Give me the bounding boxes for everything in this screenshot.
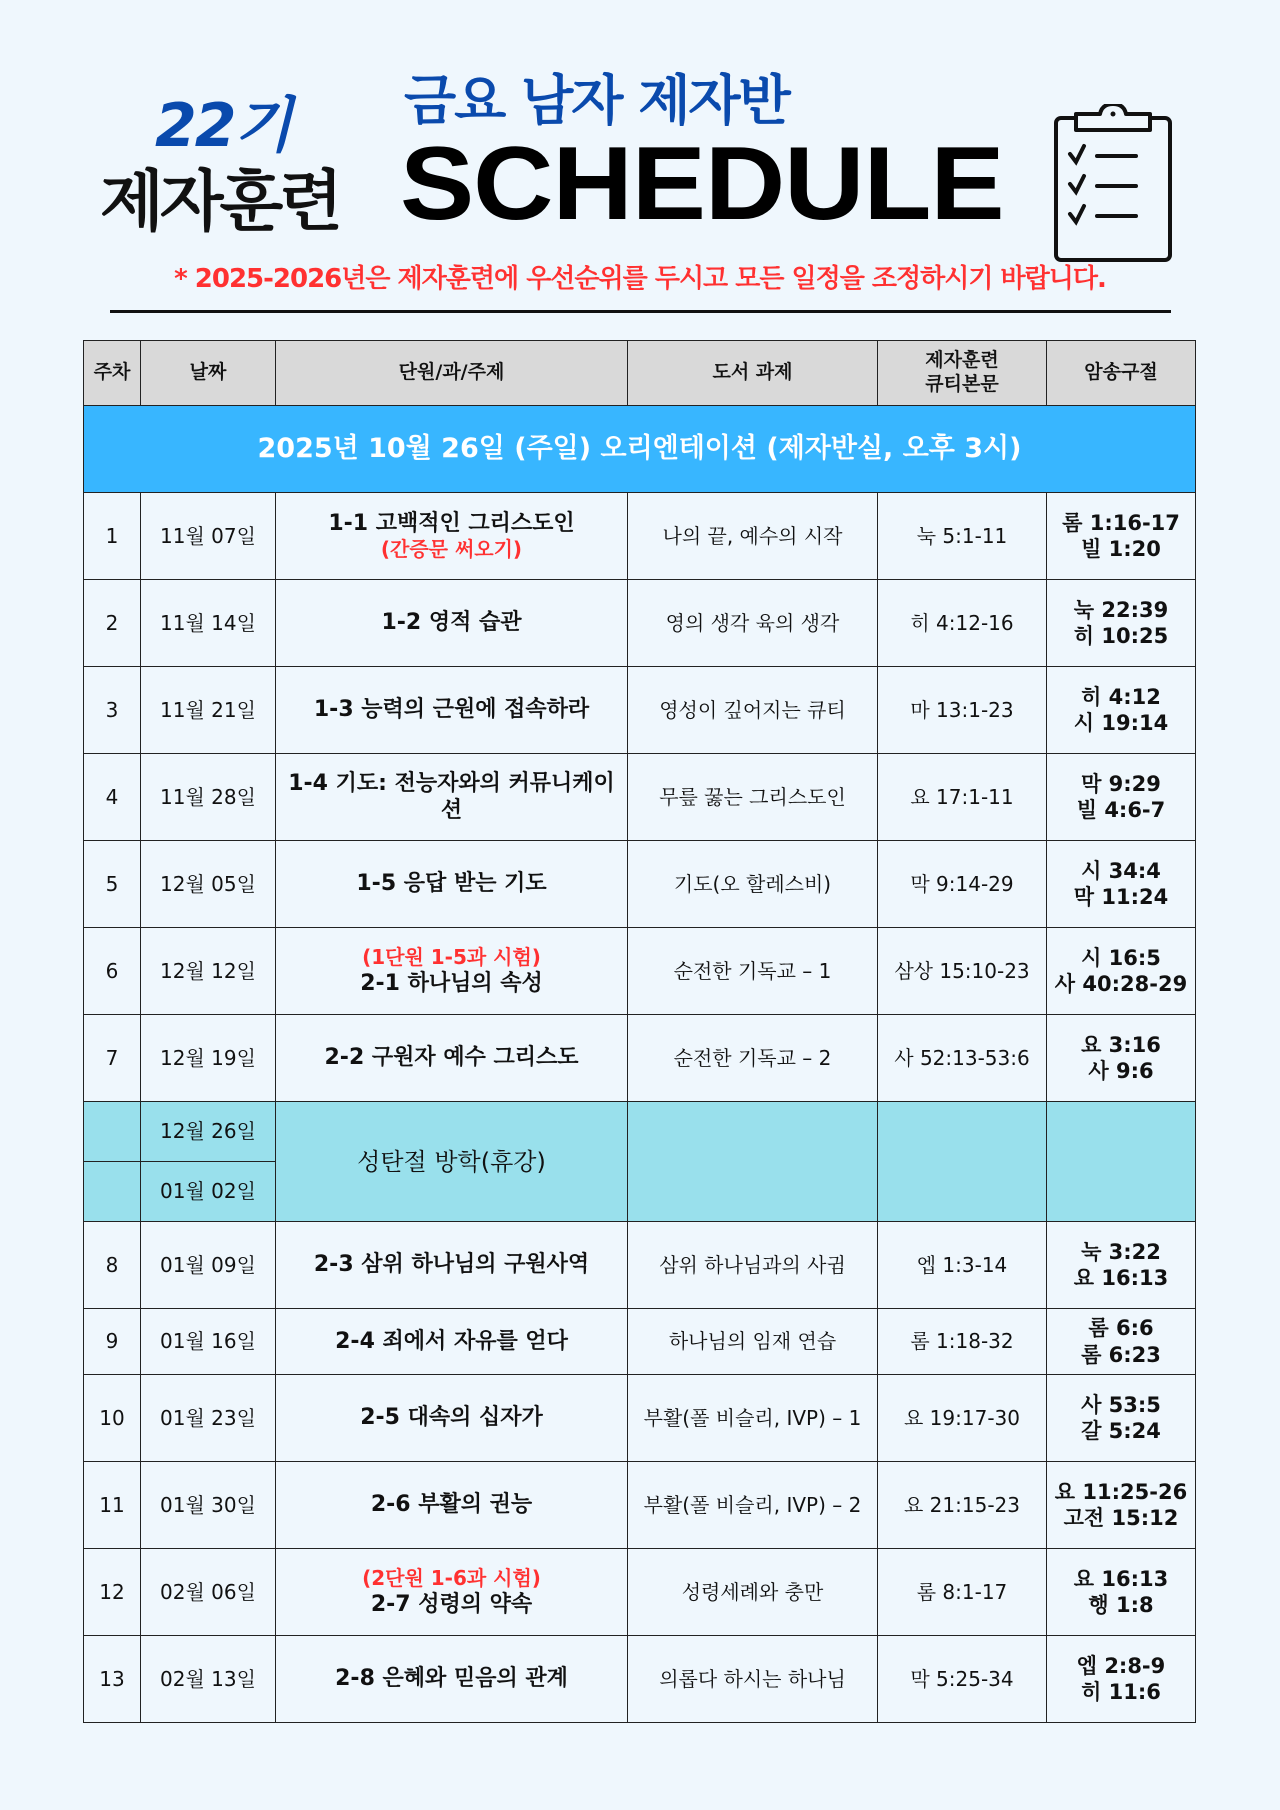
col-week: 주차 — [84, 341, 141, 406]
book-cell: 나의 끝, 예수의 시작 — [628, 493, 878, 580]
orientation-text: 2025년 10월 26일 (주일) 오리엔테이션 (제자반실, 오후 3시) — [84, 406, 1196, 493]
verse-2: 갈 5:24 — [1081, 1419, 1161, 1443]
table-header-row — [84, 341, 1196, 406]
holiday-week-cell — [84, 1102, 141, 1162]
book-cell: 무릎 꿇는 그리스도인 — [628, 754, 878, 841]
schedule-table — [83, 340, 1196, 1723]
verse-1: 눅 22:39 — [1073, 597, 1169, 622]
priority-notice: * 2025-2026년은 제자훈련에 우선순위를 두시고 모든 일정을 조정하시기 바랍니다. — [174, 264, 1106, 294]
verse-cell — [1047, 493, 1196, 580]
qt-cell: 막 9:14-29 — [878, 841, 1047, 928]
topic-cell — [276, 1375, 628, 1462]
week-cell: 7 — [84, 1015, 141, 1102]
verse-2: 사 9:6 — [1088, 1059, 1154, 1083]
week-cell: 4 — [84, 754, 141, 841]
verse-2: 요 16:13 — [1073, 1266, 1169, 1290]
table-row — [84, 1309, 1196, 1375]
topic-title: 2-5 대속의 십자가 — [360, 1405, 543, 1431]
topic-title: 2-6 부활의 권능 — [370, 1492, 533, 1518]
qt-cell: 히 4:12-16 — [878, 580, 1047, 667]
book-cell: 부활(폴 비슬리, IVP) – 1 — [628, 1375, 878, 1462]
verse-1: 엡 2:8-9 — [1076, 1653, 1166, 1678]
holiday-empty — [628, 1102, 878, 1222]
topic-cell — [276, 667, 628, 754]
table-row — [84, 667, 1196, 754]
verse-cell — [1047, 1375, 1196, 1462]
qt-cell: 마 13:1-23 — [878, 667, 1047, 754]
col-qt-line2: 큐티본문 — [925, 373, 999, 395]
divider — [110, 310, 1171, 313]
class-subtitle: 금요 남자 제자반 — [404, 69, 789, 132]
topic-cell — [276, 1636, 628, 1723]
topic-cell — [276, 580, 628, 667]
table-row — [84, 928, 1196, 1015]
verse-1: 시 34:4 — [1081, 858, 1161, 883]
topic-title: 2-2 구원자 예수 그리스도 — [324, 1045, 579, 1071]
book-cell: 순전한 기독교 – 1 — [628, 928, 878, 1015]
holiday-empty — [1047, 1102, 1196, 1222]
topic-note: (1단원 1-5과 시험) — [362, 944, 541, 969]
verse-cell — [1047, 841, 1196, 928]
qt-cell: 요 17:1-11 — [878, 754, 1047, 841]
table-row — [84, 1015, 1196, 1102]
qt-cell: 엡 1:3-14 — [878, 1222, 1047, 1309]
holiday-row — [84, 1102, 1196, 1162]
verse-cell — [1047, 1636, 1196, 1723]
clipboard-checklist-icon — [1052, 104, 1174, 264]
topic-title: 1-3 능력의 근원에 접속하라 — [313, 697, 590, 723]
col-book: 도서 과제 — [628, 341, 878, 406]
page-title: SCHEDULE — [400, 126, 1004, 242]
table-row — [84, 841, 1196, 928]
holiday-label: 성탄절 방학(휴강) — [276, 1102, 628, 1222]
book-cell: 성령세례와 충만 — [628, 1549, 878, 1636]
table-row — [84, 1549, 1196, 1636]
topic-title: 2-8 은혜와 믿음의 관계 — [335, 1666, 568, 1692]
verse-1: 요 16:13 — [1073, 1566, 1169, 1591]
date-cell: 11월 07일 — [141, 493, 276, 580]
topic-note: (2단원 1-6과 시험) — [362, 1565, 541, 1590]
verse-2: 고전 15:12 — [1063, 1506, 1179, 1530]
topic-cell — [276, 1222, 628, 1309]
holiday-week-cell — [84, 1162, 141, 1222]
date-cell: 12월 12일 — [141, 928, 276, 1015]
topic-title: 2-7 성령의 약속 — [370, 1591, 533, 1617]
date-cell: 01월 09일 — [141, 1222, 276, 1309]
date-cell: 12월 19일 — [141, 1015, 276, 1102]
col-topic: 단원/과/주제 — [276, 341, 628, 406]
book-cell: 영성이 깊어지는 큐티 — [628, 667, 878, 754]
week-cell: 5 — [84, 841, 141, 928]
verse-cell — [1047, 667, 1196, 754]
topic-title: 2-3 삼위 하나님의 구원사역 — [313, 1252, 590, 1278]
col-date: 날짜 — [141, 341, 276, 406]
table-row — [84, 754, 1196, 841]
week-cell: 1 — [84, 493, 141, 580]
holiday-empty — [878, 1102, 1047, 1222]
qt-cell: 요 19:17-30 — [878, 1375, 1047, 1462]
verse-1: 요 3:16 — [1081, 1032, 1161, 1057]
verse-cell — [1047, 580, 1196, 667]
topic-cell — [276, 1462, 628, 1549]
col-qt — [878, 341, 1047, 406]
week-cell: 8 — [84, 1222, 141, 1309]
week-cell: 6 — [84, 928, 141, 1015]
verse-1: 눅 3:22 — [1081, 1239, 1161, 1264]
verse-2: 히 11:6 — [1081, 1680, 1161, 1704]
week-cell: 11 — [84, 1462, 141, 1549]
week-cell: 12 — [84, 1549, 141, 1636]
verse-1: 사 53:5 — [1081, 1392, 1161, 1417]
verse-2: 빌 4:6-7 — [1076, 798, 1166, 822]
table-row — [84, 1462, 1196, 1549]
date-cell: 11월 21일 — [141, 667, 276, 754]
table-row — [84, 493, 1196, 580]
week-cell: 13 — [84, 1636, 141, 1723]
verse-2: 막 11:24 — [1073, 885, 1169, 909]
verse-1: 막 9:29 — [1081, 771, 1161, 796]
table-row — [84, 1636, 1196, 1723]
week-cell: 9 — [84, 1309, 141, 1375]
book-cell: 부활(폴 비슬리, IVP) – 2 — [628, 1462, 878, 1549]
table-row — [84, 1222, 1196, 1309]
book-cell: 삼위 하나님과의 사귐 — [628, 1222, 878, 1309]
verse-cell — [1047, 1309, 1196, 1375]
topic-title: 1-1 고백적인 그리스도인 — [328, 510, 575, 536]
date-cell: 01월 23일 — [141, 1375, 276, 1462]
qt-cell: 요 21:15-23 — [878, 1462, 1047, 1549]
qt-cell: 막 5:25-34 — [878, 1636, 1047, 1723]
book-cell: 순전한 기독교 – 2 — [628, 1015, 878, 1102]
topic-title: 1-5 응답 받는 기도 — [356, 871, 547, 897]
qt-cell: 롬 1:18-32 — [878, 1309, 1047, 1375]
date-cell: 02월 06일 — [141, 1549, 276, 1636]
topic-cell — [276, 928, 628, 1015]
date-cell: 02월 13일 — [141, 1636, 276, 1723]
verse-1: 롬 6:6 — [1088, 1316, 1154, 1341]
topic-cell — [276, 1309, 628, 1375]
verse-cell — [1047, 1462, 1196, 1549]
verse-1: 롬 1:16-17 — [1062, 510, 1180, 535]
verse-1: 히 4:12 — [1081, 684, 1161, 709]
qt-cell: 삼상 15:10-23 — [878, 928, 1047, 1015]
verse-2: 롬 6:23 — [1081, 1342, 1161, 1367]
week-cell: 3 — [84, 667, 141, 754]
holiday-date-1: 12월 26일 — [141, 1102, 276, 1162]
date-cell: 11월 28일 — [141, 754, 276, 841]
week-cell: 2 — [84, 580, 141, 667]
orientation-row — [84, 406, 1196, 493]
topic-title: 2-4 죄에서 자유를 얻다 — [335, 1328, 568, 1354]
date-cell: 01월 16일 — [141, 1309, 276, 1375]
verse-cell — [1047, 1549, 1196, 1636]
verse-1: 요 11:25-26 — [1054, 1479, 1188, 1504]
week-cell: 10 — [84, 1375, 141, 1462]
topic-cell — [276, 493, 628, 580]
verse-cell — [1047, 1015, 1196, 1102]
verse-2: 히 10:25 — [1073, 624, 1169, 648]
verse-2: 행 1:8 — [1088, 1593, 1154, 1617]
book-cell: 하나님의 임재 연습 — [628, 1309, 878, 1375]
verse-2: 빌 1:20 — [1081, 537, 1161, 561]
date-cell: 01월 30일 — [141, 1462, 276, 1549]
qt-cell: 눅 5:1-11 — [878, 493, 1047, 580]
date-cell: 11월 14일 — [141, 580, 276, 667]
table-row — [84, 1375, 1196, 1462]
program-title: 제자훈련 — [100, 163, 340, 240]
topic-title: 1-2 영적 습관 — [381, 610, 522, 636]
qt-cell: 롬 8:1-17 — [878, 1549, 1047, 1636]
topic-note: (간증문 써오기) — [380, 537, 523, 562]
book-cell: 기도(오 할레스비) — [628, 841, 878, 928]
topic-title: 2-1 하나님의 속성 — [360, 970, 543, 996]
date-cell: 12월 05일 — [141, 841, 276, 928]
topic-cell — [276, 754, 628, 841]
holiday-date-2: 01월 02일 — [141, 1162, 276, 1222]
verse-1: 시 16:5 — [1081, 945, 1161, 970]
verse-2: 시 19:14 — [1073, 711, 1169, 735]
topic-title: 1-4 기도: 전능자와의 커뮤니케이션 — [288, 770, 615, 823]
table-row — [84, 580, 1196, 667]
verse-cell — [1047, 754, 1196, 841]
qt-cell: 사 52:13-53:6 — [878, 1015, 1047, 1102]
verse-cell — [1047, 1222, 1196, 1309]
col-verse: 암송구절 — [1047, 341, 1196, 406]
topic-cell — [276, 841, 628, 928]
topic-cell — [276, 1549, 628, 1636]
generation-label: 22기 — [155, 91, 291, 161]
verse-2: 사 40:28-29 — [1054, 972, 1188, 996]
book-cell: 의롭다 하시는 하나님 — [628, 1636, 878, 1723]
verse-cell — [1047, 928, 1196, 1015]
book-cell: 영의 생각 육의 생각 — [628, 580, 878, 667]
topic-cell — [276, 1015, 628, 1102]
col-qt-line1: 제자훈련 — [925, 349, 999, 372]
